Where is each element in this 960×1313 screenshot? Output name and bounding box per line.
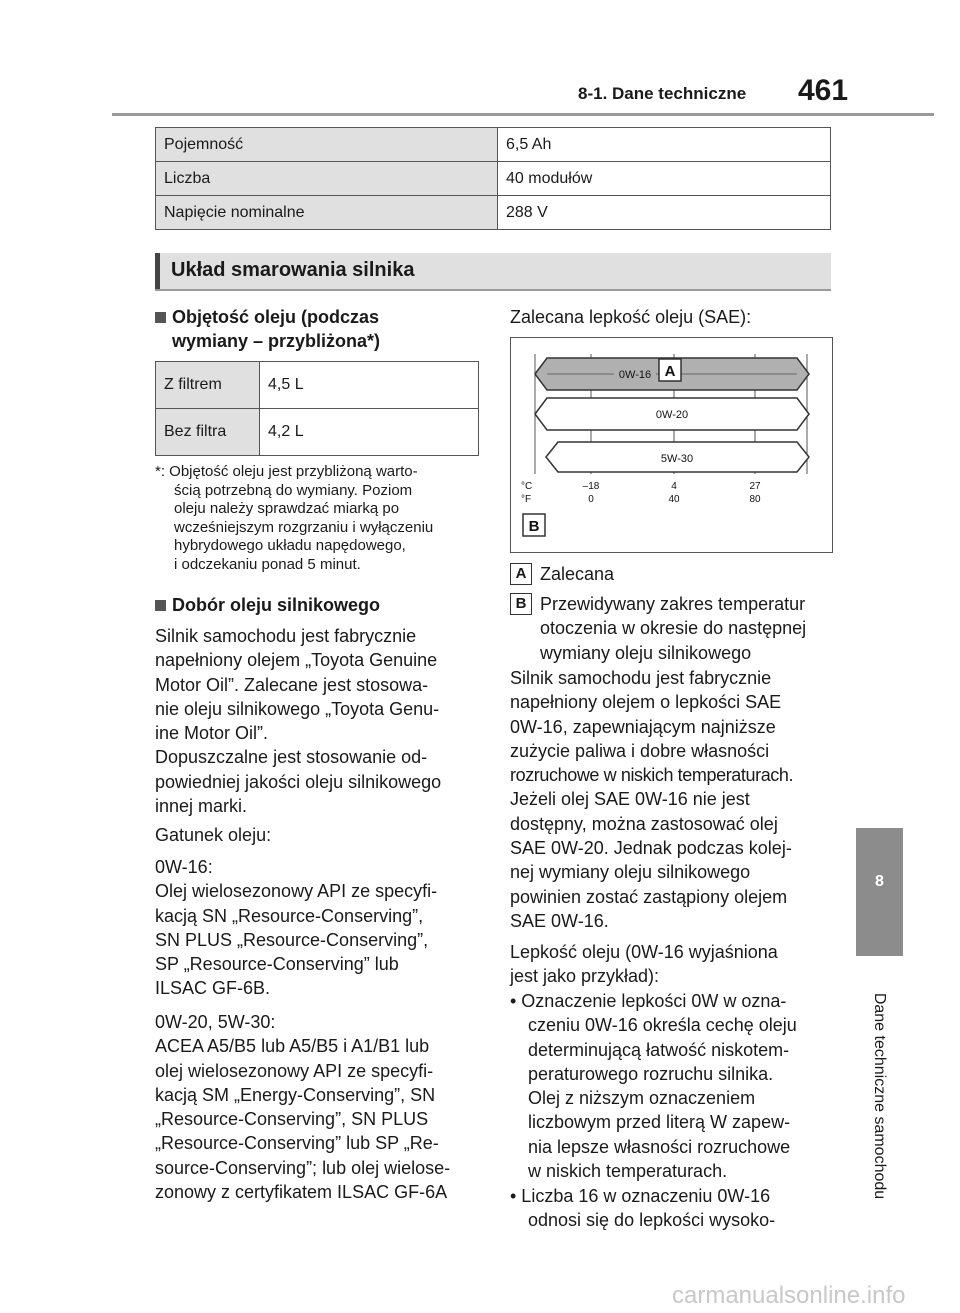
text-line: Jeżeli olej SAE 0W-16 nie jest bbox=[510, 789, 750, 810]
legend-letter: B bbox=[510, 593, 532, 615]
table-cell-value: 288 V bbox=[498, 196, 831, 230]
text-line: czeniu 0W-16 określa cechę oleju bbox=[528, 1015, 797, 1036]
marker-a: A bbox=[664, 363, 676, 380]
text-line: nia lepsze własności rozruchowe bbox=[528, 1136, 791, 1157]
section-title: Układ smarowania silnika bbox=[171, 259, 415, 281]
paragraph bbox=[155, 624, 441, 818]
text-line: olej wielosezonowy API ze specyfi- bbox=[155, 1060, 434, 1081]
text-line: peraturowego rozruchu silnika. bbox=[528, 1063, 774, 1084]
footnote-line: *: Objętość oleju jest przybliżoną warto- bbox=[155, 463, 418, 480]
text-line: Dopuszczalne jest stosowanie od- bbox=[155, 747, 428, 768]
table-row bbox=[156, 196, 831, 230]
text-line: jest jako przykład): bbox=[510, 966, 660, 987]
text-line: • Liczba 16 w oznaczeniu 0W-16 bbox=[510, 1186, 771, 1206]
heading-text: Dobór oleju silnikowego bbox=[172, 595, 381, 615]
text-line: powinien zostać zastąpiony olejem bbox=[510, 886, 788, 907]
table-cell-label: Napięcie nominalne bbox=[156, 196, 498, 230]
paragraph bbox=[510, 666, 793, 933]
legend-b-text bbox=[540, 592, 806, 665]
table-row bbox=[156, 128, 831, 162]
heading-line: wymiany – przybliżona*) bbox=[172, 331, 381, 352]
table-cell-label: Z filtrem bbox=[156, 362, 260, 409]
text-line: kacją SN „Resource-Conserving”, bbox=[155, 905, 424, 926]
table-cell-value: 40 modułów bbox=[498, 162, 831, 196]
unit-celsius: °C bbox=[521, 481, 533, 492]
text-line: napełniony olejem o lepkości SAE bbox=[510, 692, 782, 713]
table-row bbox=[156, 162, 831, 196]
tick-c-1: –18 bbox=[582, 481, 600, 492]
tick-f-3: 80 bbox=[749, 494, 761, 505]
footnote-line: wcześniejszym rozgrzaniu i wyłączeniu bbox=[174, 518, 434, 536]
tick-c-3: 27 bbox=[749, 481, 761, 492]
unit-fahrenheit: °F bbox=[521, 494, 532, 505]
tick-f-1: 0 bbox=[588, 494, 594, 505]
text-line: Przewidywany zakres temperatur bbox=[540, 594, 806, 614]
legend-b-label bbox=[510, 593, 532, 615]
battery-spec-table bbox=[155, 127, 831, 230]
oil-capacity-table bbox=[155, 361, 479, 456]
text-line: ine Motor Oil”. bbox=[155, 723, 269, 744]
text-line: „Resource-Conserving” lub SP „Re- bbox=[155, 1133, 439, 1154]
text-line: Olej z niższym oznaczeniem bbox=[528, 1088, 756, 1109]
section-accent-bar bbox=[155, 253, 160, 289]
legend-letter: A bbox=[510, 563, 532, 585]
text-line: kacją SM „Energy-Conserving”, SN bbox=[155, 1084, 436, 1105]
bullet-item bbox=[510, 1184, 775, 1233]
text-line: zużycie paliwa i dobre własności bbox=[510, 740, 770, 761]
text-line: liczbowym przed literą W zapew- bbox=[528, 1112, 791, 1133]
text-line: determinującą łatwość niskotem- bbox=[528, 1039, 790, 1060]
heading-line: Objętość oleju (podczas bbox=[172, 307, 380, 327]
section-title-band bbox=[155, 253, 831, 291]
square-bullet-icon bbox=[155, 600, 166, 611]
text-line: Lepkość oleju (0W-16 wyjaśniona bbox=[510, 942, 778, 962]
text-line: wymiany oleju silnikowego bbox=[540, 642, 752, 663]
text-line: „Resource-Conserving”, SN PLUS bbox=[155, 1109, 429, 1130]
text-line: Silnik samochodu jest fabrycznie bbox=[155, 626, 417, 646]
tick-f-2: 40 bbox=[668, 494, 680, 505]
footnote-line: oleju należy sprawdzać miarką po bbox=[174, 500, 400, 517]
text-line: zonowy z certyfikatem ILSAC GF-6A bbox=[155, 1182, 448, 1203]
text-line: ACEA A5/B5 lub A5/B5 i A1/B1 lub bbox=[155, 1036, 430, 1057]
table-cell-value: 4,2 L bbox=[260, 409, 479, 456]
text-line: nej wymiany oleju silnikowego bbox=[510, 862, 751, 883]
text-line: SAE 0W-16. bbox=[510, 910, 609, 931]
text-line: 0W-20, 5W-30: bbox=[155, 1012, 276, 1032]
marker-b: B bbox=[528, 518, 540, 535]
chapter-number: 8 bbox=[875, 873, 884, 890]
legend-a-text: Zalecana bbox=[540, 564, 615, 584]
paragraph: Gatunek oleju: bbox=[155, 825, 272, 845]
text-line: SAE 0W-20. Jednak podczas kolej- bbox=[510, 838, 792, 859]
watermark: carmanualsonline.info bbox=[672, 1282, 906, 1309]
viscosity-title: Zalecana lepkość oleju (SAE): bbox=[510, 307, 752, 327]
table-cell-label: Bez filtra bbox=[156, 409, 260, 456]
text-line: dostępny, można zastosować olej bbox=[510, 813, 778, 834]
text-line: 0W-16: bbox=[155, 857, 213, 877]
text-line: odnosi się do lepkości wysoko- bbox=[528, 1210, 776, 1231]
text-line: SP „Resource-Conserving” lub bbox=[155, 954, 399, 975]
text-line: napełniony olejem „Toyota Genuine bbox=[155, 650, 438, 671]
bar-label-0w16: 0W-16 bbox=[618, 369, 652, 381]
text-line: SN PLUS „Resource-Conserving”, bbox=[155, 929, 429, 950]
text-line: powiedniej jakości oleju silnikowego bbox=[155, 771, 442, 792]
chapter-title-vertical: Dane techniczne samochodu bbox=[871, 992, 888, 1200]
table-cell-label: Pojemność bbox=[156, 128, 498, 162]
bar-label-0w20: 0W-20 bbox=[655, 409, 689, 421]
viscosity-chart-svg bbox=[511, 338, 832, 552]
table-cell-value: 4,5 L bbox=[260, 362, 479, 409]
tick-c-2: 4 bbox=[671, 481, 677, 492]
table-row bbox=[156, 362, 479, 409]
footnote-line: i odczekaniu ponad 5 minut. bbox=[174, 555, 361, 573]
page-number: 461 bbox=[798, 74, 849, 107]
footnote-line: ścią potrzebną do wymiany. Poziom bbox=[174, 481, 413, 499]
text-line: • Oznaczenie lepkości 0W w ozna- bbox=[510, 991, 787, 1011]
text-line: source-Conserving”; lub olej wielose- bbox=[155, 1157, 451, 1178]
paragraph bbox=[155, 1010, 450, 1204]
text-line: rozruchowe w niskich temperaturach. bbox=[510, 765, 794, 786]
text-line: w niskich temperaturach. bbox=[528, 1161, 728, 1182]
bullet-item bbox=[510, 989, 797, 1183]
text-line: Silnik samochodu jest fabrycznie bbox=[510, 668, 772, 688]
table-cell-label: Liczba bbox=[156, 162, 498, 196]
footnote bbox=[155, 463, 433, 574]
paragraph bbox=[510, 940, 778, 989]
text-line: Motor Oil”. Zalecane jest stosowa- bbox=[155, 674, 429, 695]
text-line: Olej wielosezonowy API ze specyfi- bbox=[155, 881, 438, 902]
table-cell-value: 6,5 Ah bbox=[498, 128, 831, 162]
header-rule bbox=[112, 113, 934, 116]
text-line: ILSAC GF-6B. bbox=[155, 978, 271, 999]
paragraph bbox=[155, 855, 437, 1001]
square-bullet-icon bbox=[155, 312, 166, 323]
text-line: innej marki. bbox=[155, 796, 248, 817]
heading-oil-capacity bbox=[155, 305, 380, 354]
text-line: otoczenia w okresie do następnej bbox=[540, 618, 807, 639]
footnote-line: hybrydowego układu napędowego, bbox=[174, 537, 406, 554]
viscosity-diagram bbox=[510, 337, 833, 553]
heading-oil-selection bbox=[155, 593, 380, 617]
section-header: 8-1. Dane techniczne bbox=[578, 84, 747, 103]
bar-label-5w30: 5W-30 bbox=[660, 453, 694, 465]
chapter-tab bbox=[856, 828, 903, 956]
legend-a-label bbox=[510, 563, 532, 585]
text-line: nie oleju silnikowego „Toyota Genu- bbox=[155, 698, 440, 719]
table-row bbox=[156, 409, 479, 456]
text-line: 0W-16, zapewniającym najniższe bbox=[510, 716, 776, 737]
